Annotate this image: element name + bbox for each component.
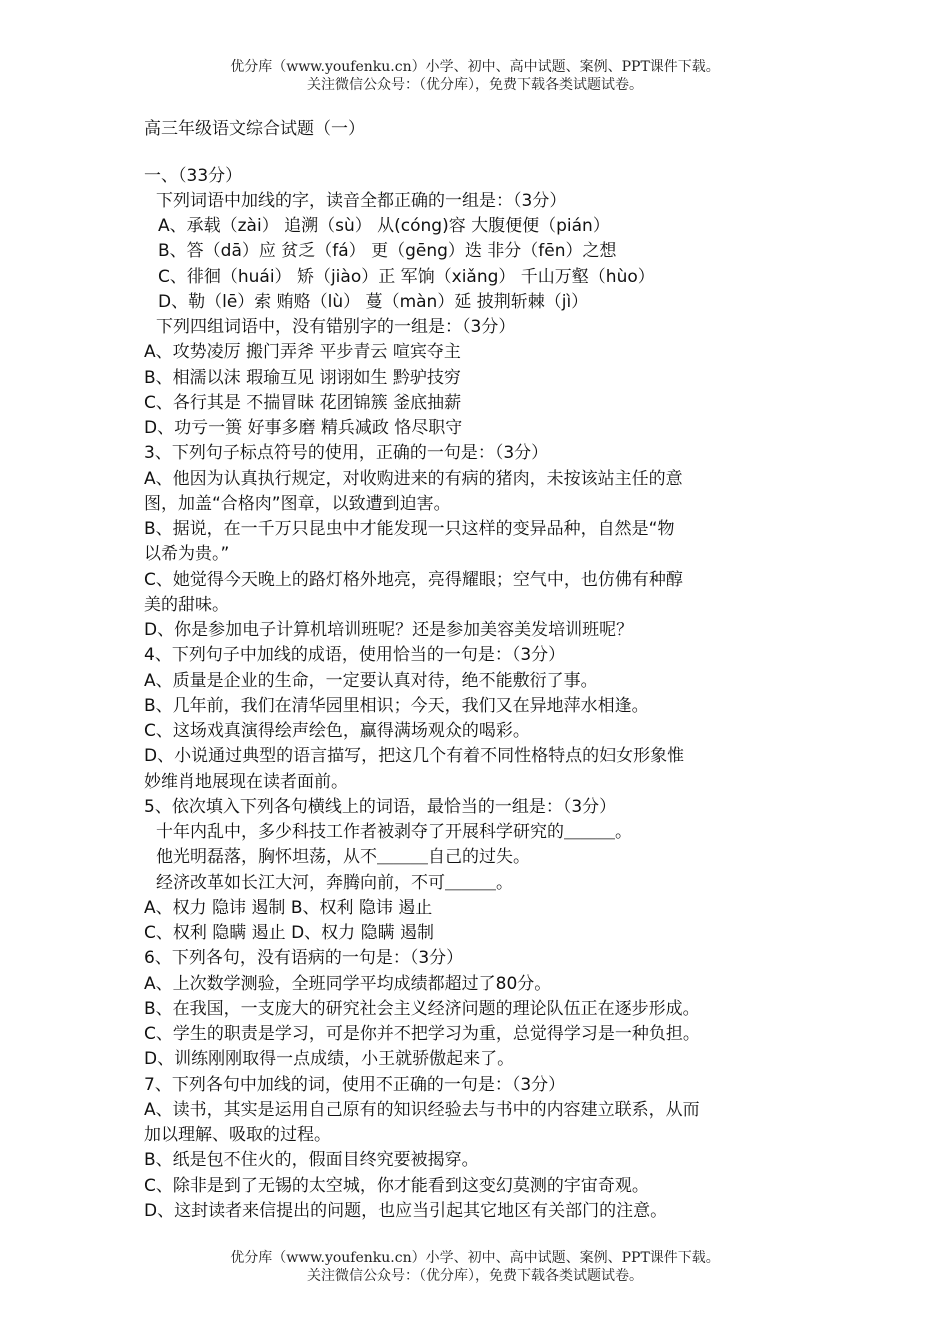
q3-option-d: D、你是参加电子计算机培训班呢？还是参加美容美发培训班呢？ xyxy=(144,620,634,640)
q3-option-c-line2: 美的甜味。 xyxy=(144,595,229,615)
header-line-2: 关注微信公众号：（优分库），免费下载各类试题试卷。 xyxy=(307,77,643,93)
q5-sentence-3: 经济改革如长江大河，奔腾向前，不可＿＿＿。 xyxy=(156,873,513,893)
q5-stem: 5、依次填入下列各句横线上的词语，最恰当的一组是：（3分） xyxy=(144,797,617,817)
header-line-1: 优分库（www.youfenku.cn）小学、初中、高中试题、案例、PPT课件下载。 xyxy=(230,59,720,75)
q1-option-c: C、徘徊（huái） 矫（jiào）正 军饷（xiǎng） 千山万壑（hùo） xyxy=(158,267,655,287)
q4-option-d-line2: 妙维肖地展现在读者面前。 xyxy=(144,772,348,792)
q6-option-d: D、训练刚刚取得一点成绩，小王就骄傲起来了。 xyxy=(144,1049,515,1069)
q4-option-b: B、几年前，我们在清华园里相识；今天，我们又在异地萍水相逢。 xyxy=(144,696,649,716)
q7-option-b: B、纸是包不住火的，假面目终究要被揭穿。 xyxy=(144,1150,479,1170)
q5-options-cd: C、权利 隐瞒 遏止 D、权力 隐瞒 遏制 xyxy=(144,923,434,943)
footer-line-2: 关注微信公众号：（优分库），免费下载各类试题试卷。 xyxy=(307,1268,643,1284)
q3-option-c-line1: C、她觉得今天晚上的路灯格外地亮，亮得耀眼；空气中，也仿佛有种醇 xyxy=(144,570,683,590)
q6-stem: 6、下列各句，没有语病的一句是：（3分） xyxy=(144,948,464,968)
q4-option-a: A、质量是企业的生命，一定要认真对待，绝不能敷衍了事。 xyxy=(144,671,598,691)
q3-option-b-line2: 以希为贵。” xyxy=(144,544,230,564)
q7-option-c: C、除非是到了无锡的太空城，你才能看到这变幻莫测的宇宙奇观。 xyxy=(144,1176,649,1196)
q7-option-d: D、这封读者来信提出的问题，也应当引起其它地区有关部门的注意。 xyxy=(144,1201,668,1221)
q3-stem: 3、下列句子标点符号的使用，正确的一句是：（3分） xyxy=(144,443,549,463)
q6-option-b: B、在我国，一支庞大的研究社会主义经济问题的理论队伍正在逐步形成。 xyxy=(144,999,700,1019)
q7-option-a-line2: 加以理解、吸取的过程。 xyxy=(144,1125,331,1145)
q2-stem: 下列四组词语中，没有错别字的一组是：（3分） xyxy=(156,317,516,337)
q4-option-c: C、这场戏真演得绘声绘色，赢得满场观众的喝彩。 xyxy=(144,721,530,741)
q5-sentence-1: 十年内乱中，多少科技工作者被剥夺了开展科学研究的＿＿＿。 xyxy=(156,822,632,842)
q2-option-d: D、功亏一篑 好事多磨 精兵减政 恪尽职守 xyxy=(144,418,463,438)
q6-option-a: A、上次数学测验，全班同学平均成绩都超过了80分。 xyxy=(144,974,552,994)
q1-option-a: A、承载（zài） 追溯（sù） 从(cóng)容 大腹便便（pián） xyxy=(158,216,610,236)
q3-option-b-line1: B、据说，在一千万只昆虫中才能发现一只这样的变异品种，自然是“物 xyxy=(144,519,675,539)
q5-sentence-2: 他光明磊落，胸怀坦荡，从不＿＿＿自己的过失。 xyxy=(156,847,530,867)
q4-option-d-line1: D、小说通过典型的语言描写，把这几个有着不同性格特点的妇女形象惟 xyxy=(144,746,685,766)
q2-option-c: C、各行其是 不揣冒昧 花团锦簇 釜底抽薪 xyxy=(144,393,462,413)
q3-option-a-line1: A、他因为认真执行规定，对收购进来的有病的猪肉，未按该站主任的意 xyxy=(144,469,683,489)
q7-option-a-line1: A、读书，其实是运用自己原有的知识经验去与书中的内容建立联系，从而 xyxy=(144,1100,700,1120)
q7-stem: 7、下列各句中加线的词，使用不正确的一句是：（3分） xyxy=(144,1075,566,1095)
footer-line-1: 优分库（www.youfenku.cn）小学、初中、高中试题、案例、PPT课件下载。 xyxy=(230,1250,720,1266)
q3-option-a-line2: 图，加盖“合格肉”图章，以致遭到迫害。 xyxy=(144,494,451,514)
q6-option-c: C、学生的职责是学习，可是你并不把学习为重，总觉得学习是一种负担。 xyxy=(144,1024,700,1044)
q2-option-a: A、攻势凌厉 搬门弄斧 平步青云 喧宾夺主 xyxy=(144,342,461,362)
q2-option-b: B、相濡以沫 瑕瑜互见 诩诩如生 黔驴技穷 xyxy=(144,368,461,388)
q1-option-b: B、答（dā）应 贫乏（fá） 更（gēng）迭 非分（fēn）之想 xyxy=(158,241,617,261)
q5-options-ab: A、权力 隐讳 遏制 B、权利 隐讳 遏止 xyxy=(144,898,433,918)
page-header xyxy=(0,58,950,94)
q1-stem: 下列词语中加线的字，读音全都正确的一组是：（3分） xyxy=(156,191,567,211)
q4-stem: 4、下列句子中加线的成语，使用恰当的一句是：（3分） xyxy=(144,645,566,665)
page-footer xyxy=(0,1249,950,1285)
q1-option-d: D、勒（lē）索 贿赂（lù） 蔓（màn）延 披荆斩棘（jì） xyxy=(158,292,589,312)
document-title: 高三年级语文综合试题（一） xyxy=(144,119,365,139)
section-heading: 一、（33分） xyxy=(144,166,243,186)
